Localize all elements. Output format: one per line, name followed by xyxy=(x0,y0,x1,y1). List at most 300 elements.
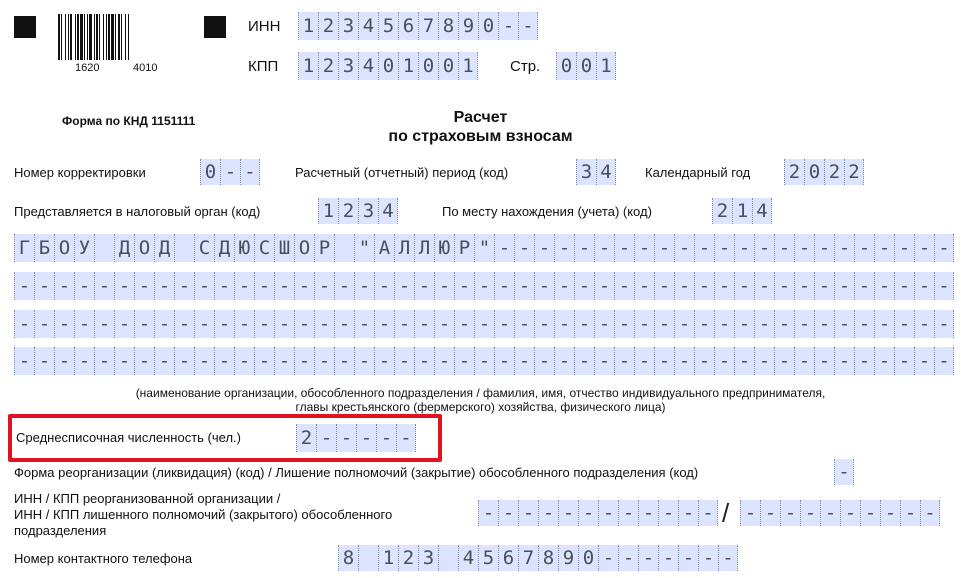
char-cell: 1 xyxy=(298,12,318,40)
char-cell: Д xyxy=(154,234,174,262)
char-cell: - xyxy=(774,310,794,338)
char-cell: - xyxy=(74,310,94,338)
char-cell: " xyxy=(354,234,374,262)
year-field[interactable] xyxy=(784,159,864,185)
char-cell xyxy=(94,234,114,262)
char-cell: Л xyxy=(394,234,414,262)
char-cell: - xyxy=(134,347,154,375)
char-cell: - xyxy=(74,272,94,300)
char-cell: - xyxy=(734,234,754,262)
char-cell: - xyxy=(740,500,760,526)
char-cell: - xyxy=(554,234,574,262)
char-cell: А xyxy=(374,234,394,262)
char-cell: - xyxy=(574,234,594,262)
char-cell: 2 xyxy=(318,52,338,80)
char-cell: - xyxy=(674,272,694,300)
char-cell: - xyxy=(354,272,374,300)
char-cell: - xyxy=(494,310,514,338)
char-cell: - xyxy=(134,310,154,338)
char-cell: - xyxy=(594,347,614,375)
char-cell: - xyxy=(874,234,894,262)
char-cell: - xyxy=(638,500,658,526)
char-cell: - xyxy=(434,272,454,300)
char-cell: - xyxy=(674,234,694,262)
org-name-caption-line2: главы крестьянского (фермерского) хозяйства, физического лица) xyxy=(295,400,666,414)
char-cell: - xyxy=(634,310,654,338)
barcode-number-left: 1620 xyxy=(75,62,100,74)
char-cell: 4 xyxy=(378,198,398,224)
char-cell: - xyxy=(334,272,354,300)
char-cell: У xyxy=(74,234,94,262)
char-cell: - xyxy=(840,500,860,526)
char-cell: 0 xyxy=(578,545,598,571)
char-cell: С xyxy=(194,234,214,262)
char-cell: 1 xyxy=(732,198,752,224)
char-cell: - xyxy=(336,424,356,452)
char-cell: О xyxy=(134,234,154,262)
char-cell: Л xyxy=(414,234,434,262)
char-cell: - xyxy=(574,272,594,300)
char-cell: 4 xyxy=(596,159,616,185)
char-cell: - xyxy=(234,272,254,300)
char-cell: - xyxy=(654,347,674,375)
char-cell: - xyxy=(618,500,638,526)
char-cell: - xyxy=(194,272,214,300)
char-cell: - xyxy=(314,310,334,338)
char-cell: - xyxy=(914,347,934,375)
char-cell: - xyxy=(356,424,376,452)
form-title-line1: Расчет xyxy=(453,109,508,126)
char-cell: Д xyxy=(114,234,134,262)
char-cell: 3 xyxy=(338,52,358,80)
char-cell: - xyxy=(654,272,674,300)
char-cell: - xyxy=(518,12,538,40)
char-cell: Г xyxy=(14,234,34,262)
org-name-row-4[interactable] xyxy=(14,347,954,375)
char-cell: - xyxy=(874,347,894,375)
corner-marker-right xyxy=(204,16,226,38)
char-cell: - xyxy=(678,545,698,571)
char-cell: - xyxy=(594,272,614,300)
char-cell: - xyxy=(854,272,874,300)
char-cell: 7 xyxy=(518,545,538,571)
char-cell: 0 xyxy=(556,52,576,80)
char-cell xyxy=(334,234,354,262)
char-cell: - xyxy=(674,310,694,338)
char-cell: 0 xyxy=(418,52,438,80)
char-cell: 0 xyxy=(200,159,220,185)
char-cell: - xyxy=(354,347,374,375)
char-cell: - xyxy=(634,272,654,300)
char-cell: - xyxy=(780,500,800,526)
page-label: Стр. xyxy=(510,58,541,75)
char-cell: - xyxy=(774,347,794,375)
char-cell: 2 xyxy=(784,159,804,185)
char-cell: - xyxy=(174,310,194,338)
char-cell: - xyxy=(814,310,834,338)
char-cell: - xyxy=(754,347,774,375)
char-cell: - xyxy=(834,347,854,375)
char-cell: - xyxy=(514,347,534,375)
char-cell: - xyxy=(860,500,880,526)
char-cell: - xyxy=(316,424,336,452)
location-label: По месту нахождения (учета) (код) xyxy=(442,204,652,219)
year-label: Календарный год xyxy=(645,165,751,180)
form-title-line2: по страховым взносам xyxy=(388,128,573,145)
char-cell: - xyxy=(294,310,314,338)
char-cell: - xyxy=(554,272,574,300)
char-cell: - xyxy=(334,347,354,375)
char-cell: - xyxy=(240,159,260,185)
form-knd-code: Форма по КНД 1151111 xyxy=(62,114,196,128)
char-cell: - xyxy=(74,347,94,375)
char-cell: 2 xyxy=(398,545,418,571)
org-name-row-1[interactable] xyxy=(14,234,954,262)
barcode-number-right: 4010 xyxy=(133,62,158,74)
period-field[interactable] xyxy=(576,159,616,185)
inn-field[interactable] xyxy=(298,12,538,40)
kpp-label: КПП xyxy=(248,58,279,75)
char-cell: С xyxy=(254,234,274,262)
char-cell: - xyxy=(880,500,900,526)
char-cell: Д xyxy=(214,234,234,262)
char-cell: О xyxy=(294,234,314,262)
char-cell: - xyxy=(820,500,840,526)
char-cell: - xyxy=(374,310,394,338)
char-cell: - xyxy=(34,347,54,375)
char-cell: - xyxy=(494,272,514,300)
char-cell: - xyxy=(454,347,474,375)
char-cell: 5 xyxy=(378,12,398,40)
page-number-field[interactable] xyxy=(556,52,616,80)
location-field[interactable] xyxy=(712,198,772,224)
char-cell: - xyxy=(698,545,718,571)
char-cell: 3 xyxy=(338,12,358,40)
char-cell: - xyxy=(800,500,820,526)
reorg-inn-label-line1: ИНН / КПП реорганизованной организации / xyxy=(14,491,281,506)
char-cell: - xyxy=(494,234,514,262)
char-cell: - xyxy=(934,234,954,262)
char-cell: - xyxy=(894,347,914,375)
char-cell: - xyxy=(834,234,854,262)
char-cell: - xyxy=(934,310,954,338)
char-cell: - xyxy=(14,272,34,300)
reorg-inn-field[interactable] xyxy=(478,500,718,526)
char-cell: 4 xyxy=(752,198,772,224)
char-cell: 1 xyxy=(596,52,616,80)
char-cell: - xyxy=(854,347,874,375)
char-cell: - xyxy=(94,272,114,300)
char-cell: - xyxy=(834,459,854,485)
char-cell: - xyxy=(754,310,774,338)
char-cell: - xyxy=(214,347,234,375)
char-cell: - xyxy=(334,310,354,338)
char-cell: - xyxy=(514,234,534,262)
char-cell: - xyxy=(396,424,416,452)
char-cell: - xyxy=(634,347,654,375)
char-cell: - xyxy=(714,234,734,262)
char-cell: - xyxy=(194,347,214,375)
phone-field[interactable] xyxy=(338,545,738,571)
char-cell: - xyxy=(614,234,634,262)
char-cell: 1 xyxy=(318,198,338,224)
char-cell: - xyxy=(814,272,834,300)
char-cell: 1 xyxy=(378,545,398,571)
char-cell: Р xyxy=(314,234,334,262)
char-cell: - xyxy=(614,347,634,375)
char-cell: - xyxy=(834,272,854,300)
char-cell: - xyxy=(658,545,678,571)
char-cell: - xyxy=(718,545,738,571)
char-cell: Б xyxy=(34,234,54,262)
org-name-caption-line1: (наименование организации, обособленного подразделения / фамилия, имя, отчество индивидуального предпринимателя, xyxy=(135,386,826,400)
char-cell: - xyxy=(434,347,454,375)
char-cell: - xyxy=(874,272,894,300)
char-cell: 0 xyxy=(804,159,824,185)
char-cell: - xyxy=(694,347,714,375)
char-cell: - xyxy=(594,234,614,262)
char-cell: - xyxy=(554,310,574,338)
char-cell: - xyxy=(254,347,274,375)
char-cell: - xyxy=(518,500,538,526)
char-cell: 3 xyxy=(576,159,596,185)
char-cell: - xyxy=(474,347,494,375)
char-cell: - xyxy=(274,347,294,375)
char-cell: 2 xyxy=(844,159,864,185)
char-cell: - xyxy=(514,272,534,300)
reorg-inn-label-line3: подразделения xyxy=(14,523,107,538)
char-cell: - xyxy=(274,272,294,300)
char-cell: - xyxy=(374,347,394,375)
char-cell: 3 xyxy=(358,198,378,224)
char-cell: Ю xyxy=(434,234,454,262)
char-cell: - xyxy=(534,310,554,338)
char-cell: - xyxy=(678,500,698,526)
char-cell: - xyxy=(558,500,578,526)
char-cell: 2 xyxy=(824,159,844,185)
correction-field[interactable] xyxy=(200,159,260,185)
char-cell: - xyxy=(694,234,714,262)
char-cell: 1 xyxy=(398,52,418,80)
char-cell: - xyxy=(354,310,374,338)
char-cell: - xyxy=(734,310,754,338)
char-cell: 0 xyxy=(438,52,458,80)
char-cell: - xyxy=(114,272,134,300)
char-cell: - xyxy=(774,272,794,300)
char-cell: - xyxy=(598,500,618,526)
char-cell: - xyxy=(434,310,454,338)
char-cell: - xyxy=(794,272,814,300)
char-cell: - xyxy=(454,272,474,300)
headcount-label: Среднесписочная численность (чел.) xyxy=(16,430,241,445)
reorg-kpp-field[interactable] xyxy=(740,500,940,526)
char-cell: - xyxy=(234,347,254,375)
char-cell: - xyxy=(214,272,234,300)
char-cell: - xyxy=(914,234,934,262)
char-cell xyxy=(358,545,378,571)
char-cell: - xyxy=(734,347,754,375)
char-cell: 0 xyxy=(378,52,398,80)
char-cell: - xyxy=(514,310,534,338)
char-cell: - xyxy=(814,347,834,375)
char-cell: - xyxy=(714,347,734,375)
char-cell: - xyxy=(394,272,414,300)
char-cell: - xyxy=(494,347,514,375)
char-cell: - xyxy=(658,500,678,526)
char-cell: - xyxy=(54,272,74,300)
char-cell: 2 xyxy=(338,198,358,224)
char-cell: - xyxy=(214,310,234,338)
char-cell: 0 xyxy=(576,52,596,80)
char-cell: - xyxy=(54,310,74,338)
char-cell: 8 xyxy=(338,545,358,571)
char-cell: - xyxy=(614,272,634,300)
char-cell: - xyxy=(894,234,914,262)
char-cell: - xyxy=(694,310,714,338)
char-cell: Р xyxy=(454,234,474,262)
char-cell: - xyxy=(254,310,274,338)
char-cell: - xyxy=(854,234,874,262)
char-cell: - xyxy=(478,500,498,526)
char-cell: - xyxy=(14,347,34,375)
char-cell: - xyxy=(314,347,334,375)
char-cell: - xyxy=(154,272,174,300)
char-cell: - xyxy=(174,347,194,375)
char-cell: - xyxy=(114,310,134,338)
char-cell: - xyxy=(900,500,920,526)
char-cell: - xyxy=(714,310,734,338)
headcount-field[interactable] xyxy=(296,424,416,452)
period-label: Расчетный (отчетный) период (код) xyxy=(295,165,509,180)
char-cell: - xyxy=(134,272,154,300)
char-cell: - xyxy=(94,347,114,375)
char-cell: - xyxy=(498,500,518,526)
char-cell: - xyxy=(694,272,714,300)
reorg-field[interactable] xyxy=(834,459,854,485)
char-cell: 8 xyxy=(538,545,558,571)
char-cell: - xyxy=(454,310,474,338)
char-cell: - xyxy=(698,500,718,526)
char-cell: О xyxy=(54,234,74,262)
tax-authority-field[interactable] xyxy=(318,198,398,224)
char-cell: - xyxy=(376,424,396,452)
char-cell: - xyxy=(618,545,638,571)
char-cell: - xyxy=(874,310,894,338)
char-cell: - xyxy=(760,500,780,526)
char-cell: - xyxy=(794,234,814,262)
char-cell: 3 xyxy=(418,545,438,571)
correction-label: Номер корректировки xyxy=(14,165,146,180)
char-cell: - xyxy=(674,347,694,375)
char-cell: - xyxy=(414,272,434,300)
corner-marker-left xyxy=(14,16,36,38)
char-cell: - xyxy=(894,310,914,338)
char-cell: - xyxy=(498,12,518,40)
char-cell: - xyxy=(894,272,914,300)
char-cell: - xyxy=(554,347,574,375)
char-cell: - xyxy=(394,347,414,375)
char-cell: 2 xyxy=(296,424,316,452)
kpp-field[interactable] xyxy=(298,52,478,80)
char-cell: - xyxy=(814,234,834,262)
char-cell: - xyxy=(914,310,934,338)
char-cell: - xyxy=(294,272,314,300)
char-cell: - xyxy=(220,159,240,185)
char-cell: - xyxy=(934,272,954,300)
char-cell: - xyxy=(834,310,854,338)
char-cell: - xyxy=(34,310,54,338)
inn-label: ИНН xyxy=(248,18,281,35)
char-cell: - xyxy=(14,310,34,338)
char-cell: - xyxy=(754,272,774,300)
char-cell: - xyxy=(594,310,614,338)
char-cell: 0 xyxy=(478,12,498,40)
char-cell: - xyxy=(598,545,618,571)
char-cell: 9 xyxy=(458,12,478,40)
char-cell: - xyxy=(154,310,174,338)
char-cell: 1 xyxy=(458,52,478,80)
char-cell: - xyxy=(174,272,194,300)
char-cell: 4 xyxy=(358,12,378,40)
char-cell: - xyxy=(294,347,314,375)
char-cell: - xyxy=(414,310,434,338)
char-cell: - xyxy=(314,272,334,300)
char-cell: - xyxy=(734,272,754,300)
char-cell: - xyxy=(54,347,74,375)
reorg-inn-label-line2: ИНН / КПП лишенного полномочий (закрытого) обособленного xyxy=(14,507,393,522)
char-cell: - xyxy=(234,310,254,338)
char-cell: 2 xyxy=(712,198,732,224)
char-cell: - xyxy=(934,347,954,375)
char-cell: 6 xyxy=(498,545,518,571)
char-cell: 5 xyxy=(478,545,498,571)
char-cell: - xyxy=(538,500,558,526)
phone-label: Номер контактного телефона xyxy=(14,551,193,566)
char-cell: - xyxy=(114,347,134,375)
char-cell: 8 xyxy=(438,12,458,40)
char-cell: - xyxy=(574,310,594,338)
char-cell: - xyxy=(614,310,634,338)
reorg-label: Форма реорганизации (ликвидация) (код) / Лишение полномочий (закрытие) обособленного подразделения (код) xyxy=(14,465,699,480)
char-cell: - xyxy=(634,234,654,262)
char-cell: - xyxy=(574,347,594,375)
char-cell: - xyxy=(794,347,814,375)
char-cell: Ш xyxy=(274,234,294,262)
char-cell: - xyxy=(920,500,940,526)
barcode xyxy=(56,14,188,62)
char-cell: 2 xyxy=(318,12,338,40)
char-cell: - xyxy=(34,272,54,300)
char-cell: - xyxy=(654,234,674,262)
char-cell: - xyxy=(534,347,554,375)
char-cell: 9 xyxy=(558,545,578,571)
char-cell: - xyxy=(534,234,554,262)
org-name-row-3[interactable] xyxy=(14,310,954,338)
reorg-separator: / xyxy=(722,498,730,528)
char-cell: - xyxy=(654,310,674,338)
tax-authority-label: Представляется в налоговый орган (код) xyxy=(14,204,261,219)
char-cell: Ю xyxy=(234,234,254,262)
org-name-row-2[interactable] xyxy=(14,272,954,300)
char-cell: - xyxy=(94,310,114,338)
char-cell: - xyxy=(794,310,814,338)
char-cell: 7 xyxy=(418,12,438,40)
char-cell: - xyxy=(754,234,774,262)
char-cell: - xyxy=(474,272,494,300)
char-cell: - xyxy=(914,272,934,300)
char-cell: 1 xyxy=(298,52,318,80)
char-cell: - xyxy=(854,310,874,338)
